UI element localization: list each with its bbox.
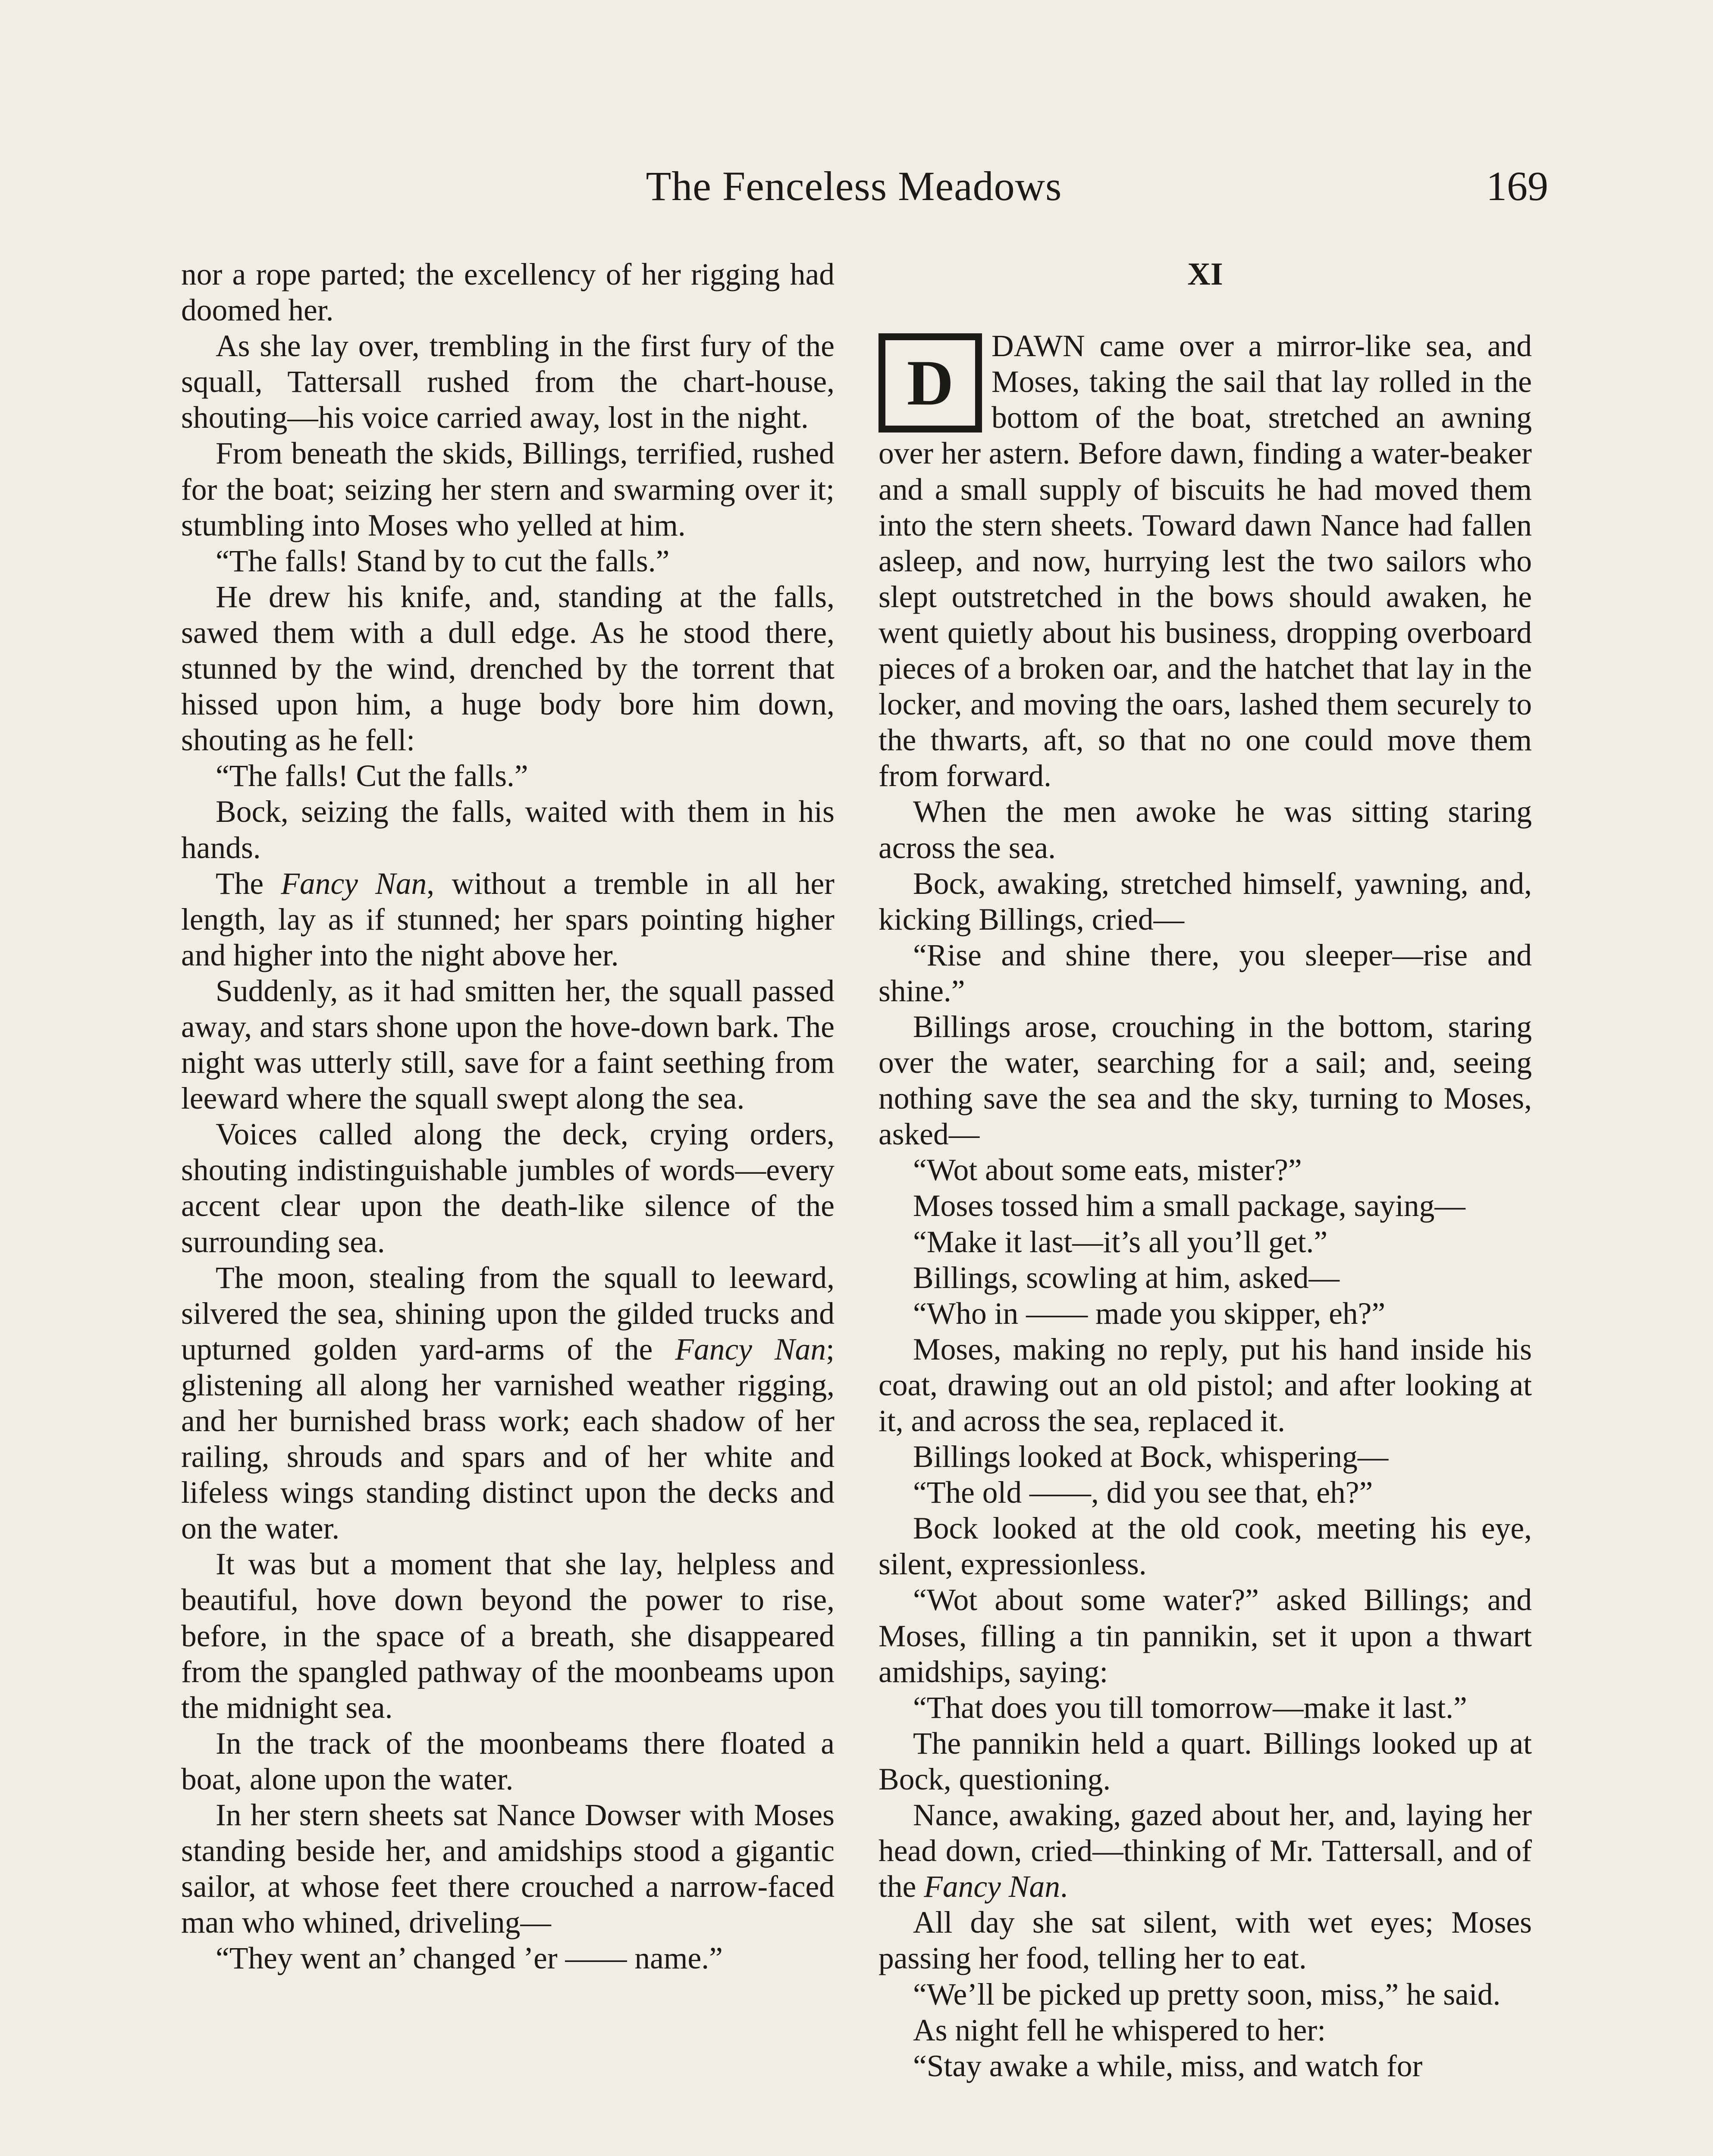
paragraph: Billings arose, crouching in the bottom, staring over the water, searching for a sail; and, seeing nothing save the sea and the sky, turning to Moses, asked— [878,1009,1532,1152]
paragraph: The pannikin held a quart. Billings looked up at Bock, questioning. [878,1726,1532,1796]
drop-cap-letter: D [907,347,954,419]
chapter-heading: XI [1187,257,1223,292]
page-number: 169 [1486,163,1548,209]
paragraph: Suddenly, as it had smitten her, the squall passed away, and stars shone upon the hove-down bark. The night was utterly still, save for a faint seething from leeward where the squall swept along the sea. [181,974,835,1116]
paragraph: Bock, awaking, stretched himself, yawning, and, kicking Billings, cried— [878,866,1532,937]
paragraph: “Stay awake a while, miss, and watch for [913,2049,1423,2083]
paragraph: Nance, awaking, gazed about her, and, laying her head down, cried—thinking of Mr. Tattersall, and of the Fancy Nan. [878,1798,1532,1904]
paragraph: “Make it last—it’s all you’ll get.” [913,1225,1328,1259]
paragraph: As night fell he whispered to her: [913,2013,1326,2047]
paragraph: Bock looked at the old cook, meeting his eye, silent, expressionless. [878,1511,1532,1582]
paragraph: “That does you till tomorrow—make it last.” [913,1690,1467,1725]
paragraph: “Wot about some water?” asked Billings; and Moses, filling a tin pannikin, set it upon a thwart amidships, saying: [878,1583,1532,1689]
paragraph: “The falls! Cut the falls.” [216,759,528,793]
paragraph: The moon, stealing from the squall to leeward, silvered the sea, shining upon the gilded trucks and upturned golden yard-arms of the Fancy Nan; glistening all along her varnished weather rigging, and her burnished brass work; each shadow of her railing, shrouds and spars and of her white and lifeless wings standing distinct upon the decks and on the water. [181,1260,835,1546]
paragraph: “They went an’ changed ’er —— name.” [216,1941,723,1976]
paragraph: In the track of the moonbeams there floated a boat, alone upon the water. [181,1726,835,1796]
paragraph: From beneath the skids, Billings, terrified, rushed for the boat; seizing her stern and swarming over it; stumbling into Moses who yelled at him. [181,436,835,542]
running-title: The Fenceless Meadows [646,163,1062,209]
paragraph: “We’ll be picked up pretty soon, miss,” he said. [913,1977,1501,2012]
paragraph: “The falls! Stand by to cut the falls.” [216,544,670,578]
paragraph: It was but a moment that she lay, helpless and beautiful, hove down beyond the power to rise, before, in the space of a breath, she disappeared from the spangled pathway of the moonbeams upon the midnight sea. [181,1547,835,1725]
paragraph: Moses, making no reply, put his hand inside his coat, drawing out an old pistol; and after looking at it, and across the sea, replaced it. [878,1332,1532,1438]
paragraph: “Who in —— made you skipper, eh?” [913,1296,1386,1331]
paragraph: “The old ——, did you see that, eh?” [913,1476,1373,1510]
paragraph: He drew his knife, and, standing at the falls, sawed them with a dull edge. As he stood there, stunned by the wind, drenched by the torrent that hissed upon him, a huge body bore him down, shouting as he fell: [181,580,835,758]
paragraph: nor a rope parted; the excellency of her rigging had doomed her. [181,257,835,328]
paragraph: Billings looked at Bock, whispering— [913,1440,1389,1474]
paragraph: The Fancy Nan, without a tremble in all her length, lay as if stunned; her spars pointing higher and higher into the night above her. [181,866,835,972]
decorative-initial-icon [878,333,982,432]
paragraph: Voices called along the deck, crying orders, shouting indistinguishable jumbles of words—every accent clear upon the death-like silence of the surrounding sea. [181,1117,835,1259]
paragraph: “Rise and shine there, you sleeper—rise and shine.” [878,938,1532,1008]
right-column [878,257,1532,2084]
paragraph: Moses tossed him a small package, saying— [913,1189,1465,1223]
paragraph: All day she sat silent, with wet eyes; Moses passing her food, telling her to eat. [878,1905,1532,1976]
paragraph: In her stern sheets sat Nance Dowser with Moses standing beside her, and amidships stood a gigantic sailor, at whose feet there crouched a narrow-faced man who whined, driveling— [181,1798,835,1940]
paragraph: DAWN came over a mirror-like sea, and Moses, taking the sail that lay rolled in the bottom of the boat, stretched an awning over her astern. Before dawn, finding a water-beaker and a small supply of biscuits he had moved them into the stern sheets. Toward dawn Nance had fallen asleep, and now, hurrying lest the two sailors who slept outstretched in the bows should awaken, he went quietly about his business, dropping overboard pieces of a broken oar, and the hatchet that lay in the locker, and moving the oars, lashed them securely to the thwarts, aft, so that no one could move them from forward. [878,329,1532,793]
paragraph: Bock, seizing the falls, waited with them in his hands. [181,795,835,865]
paragraph: “Wot about some eats, mister?” [913,1153,1302,1188]
paragraph: Billings, scowling at him, asked— [913,1260,1340,1295]
paragraph: When the men awoke he was sitting staring across the sea. [878,795,1532,865]
left-column [181,257,835,1977]
paragraph: As she lay over, trembling in the first fury of the squall, Tattersall rushed from the chart-house, shouting—his voice carried away, lost in the night. [181,329,835,435]
